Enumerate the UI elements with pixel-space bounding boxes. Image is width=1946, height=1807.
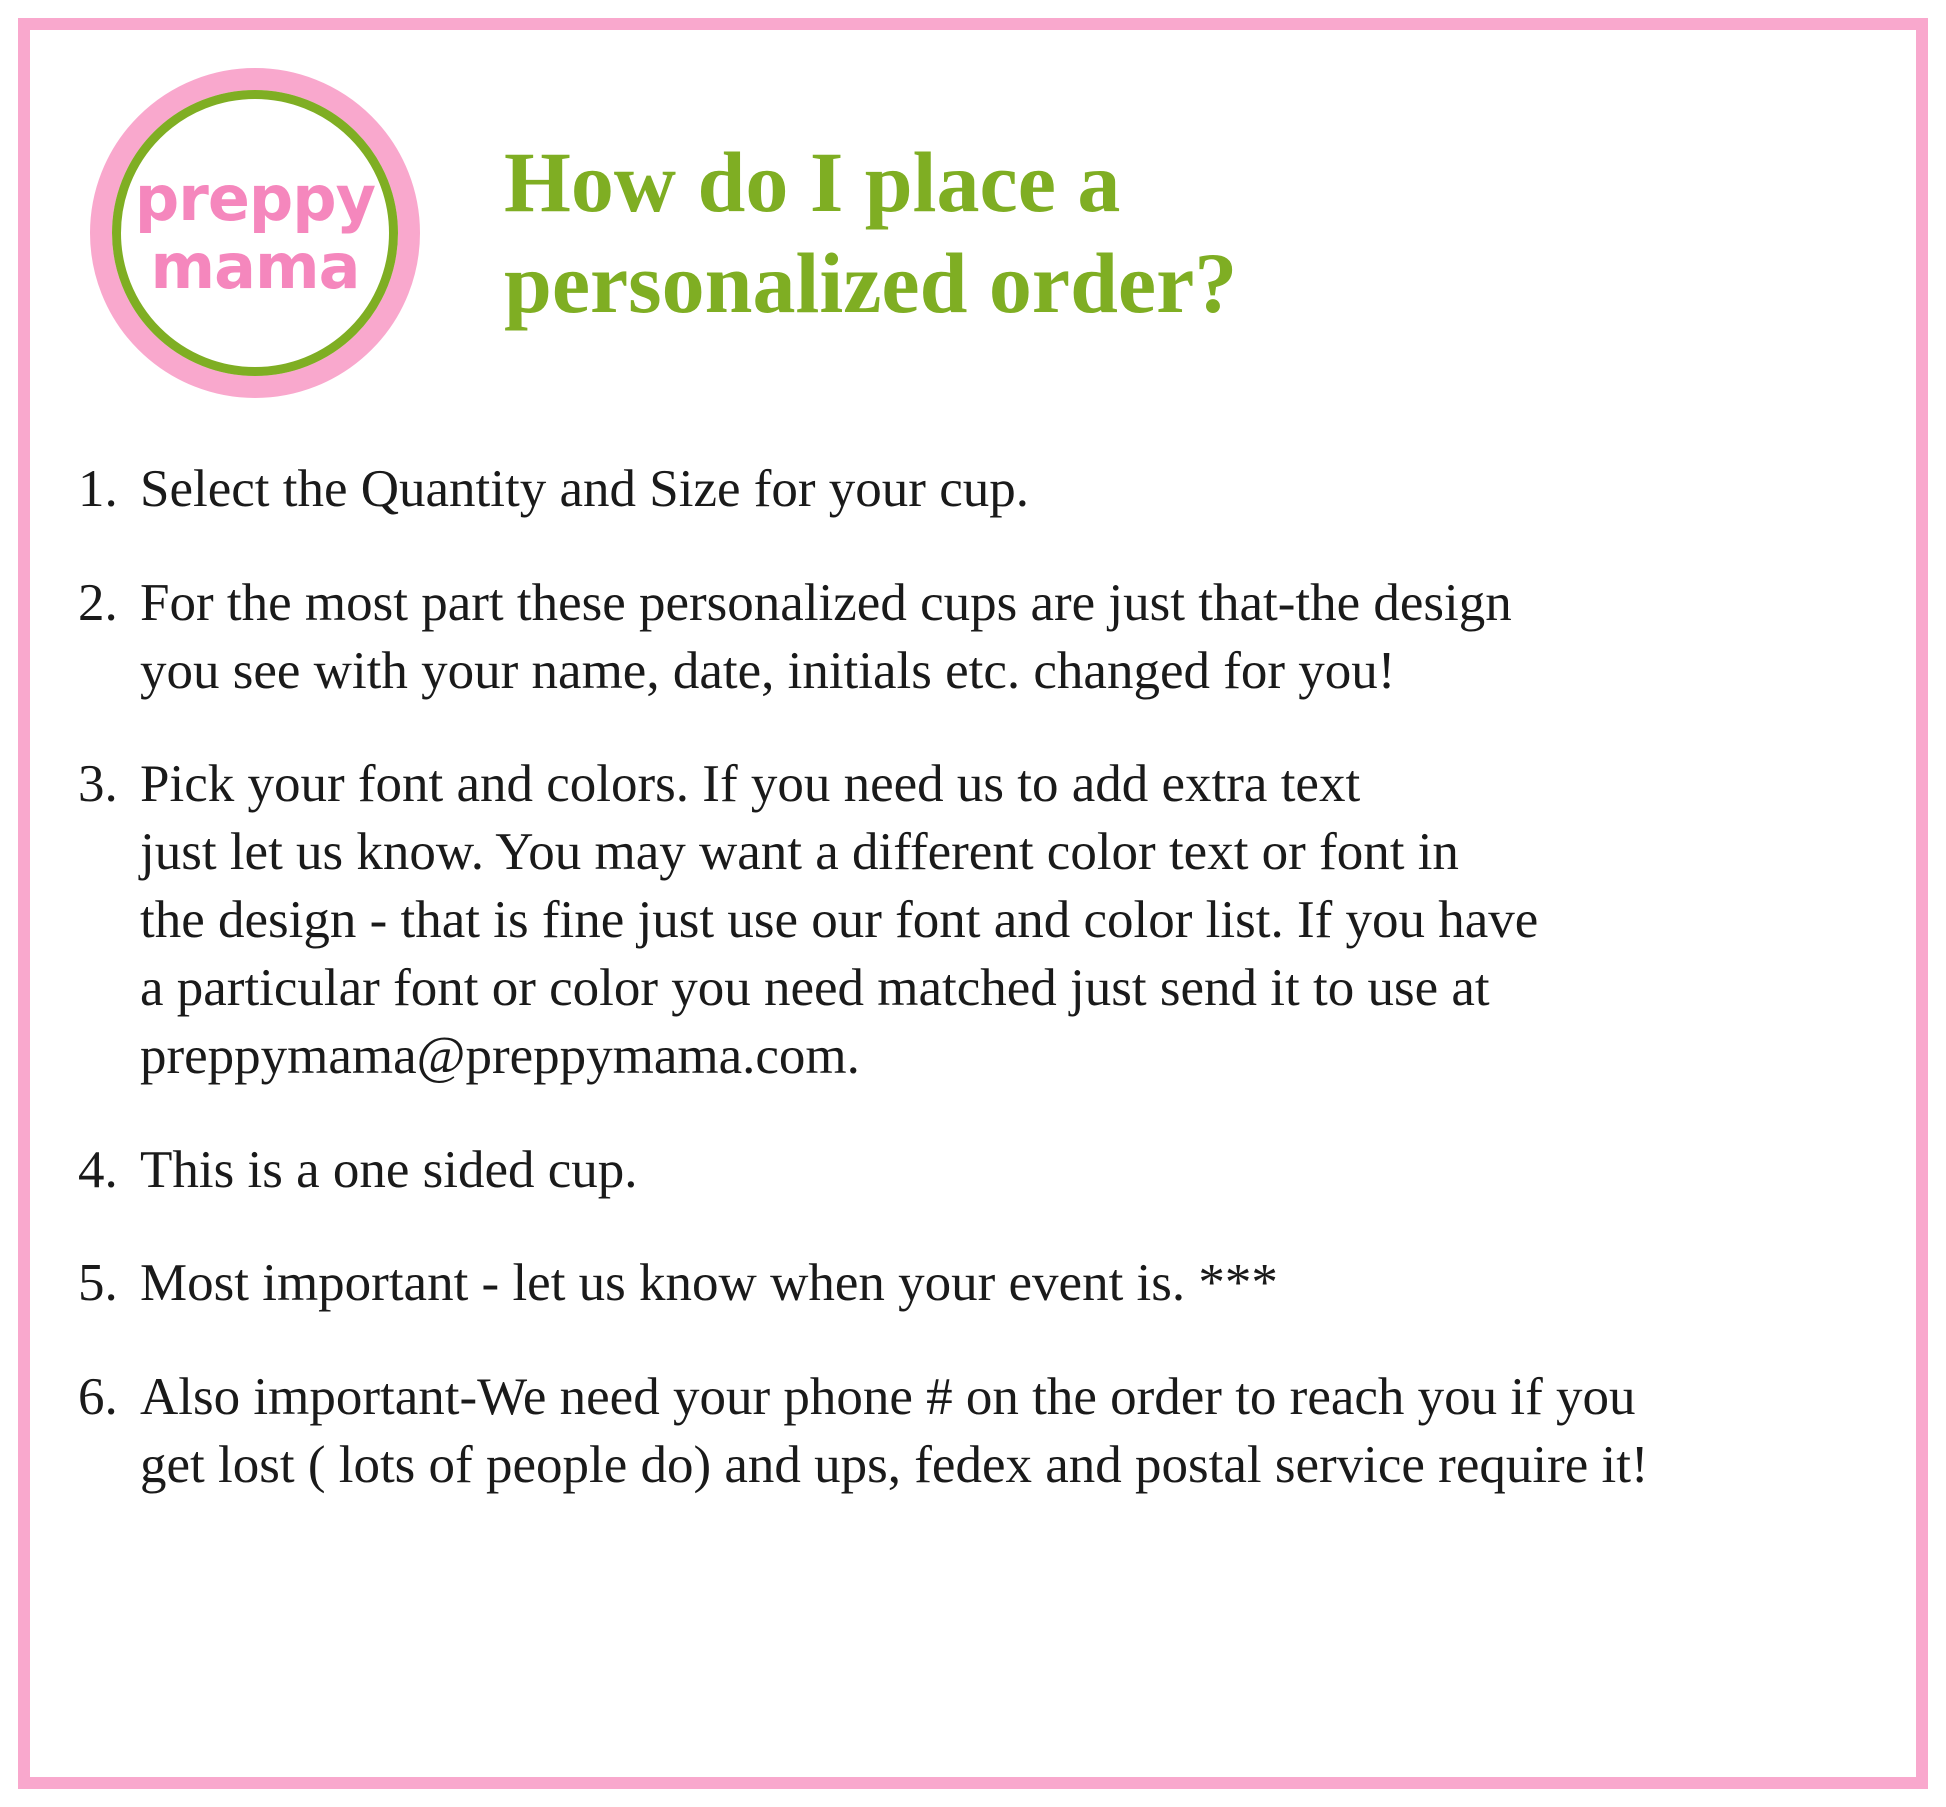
logo-text xyxy=(90,68,420,398)
page-title-line-2: personalized order? xyxy=(504,235,1238,332)
pink-border-frame xyxy=(18,18,1928,1789)
logo-line-mama: mama xyxy=(150,230,360,303)
step-number: 2. xyxy=(78,573,118,632)
step-number: 4. xyxy=(78,1140,118,1199)
list-item xyxy=(78,751,1866,1090)
step-line: just let us know. You may want a different color text or font in xyxy=(140,823,1459,882)
step-line: you see with your name, date, initials etc. changed for you! xyxy=(140,641,1396,700)
step-line: Pick your font and colors. If you need us to add extra text xyxy=(140,755,1361,814)
step-number: 5. xyxy=(78,1254,118,1313)
list-item xyxy=(78,570,1866,706)
step-line: the design - that is fine just use our font and color list. If you have xyxy=(140,891,1539,950)
step-text xyxy=(140,456,1866,524)
step-number: 6. xyxy=(78,1368,118,1427)
list-item xyxy=(78,1137,1866,1205)
step-number: 1. xyxy=(78,460,118,518)
preppy-mama-logo xyxy=(90,68,420,398)
step-text xyxy=(140,1250,1866,1318)
step-text xyxy=(140,751,1866,1090)
step-line: For the most part these personalized cups are just that-the design xyxy=(140,573,1512,632)
logo-line-preppy: preppy xyxy=(134,162,376,235)
page-title xyxy=(504,132,1237,335)
page-title-line-1: How do I place a xyxy=(504,134,1121,230)
step-line: a particular font or color you need matched just send it to use at xyxy=(140,958,1490,1017)
step-line: This is a one sided cup. xyxy=(140,1140,638,1199)
step-line: Select the Quantity and Size for your cup. xyxy=(140,460,1029,518)
step-text xyxy=(140,1137,1866,1205)
step-line-email: preppymama@preppymama.com. xyxy=(140,1026,860,1085)
step-text xyxy=(140,1364,1866,1500)
instruction-list xyxy=(30,456,1916,1500)
step-text xyxy=(140,570,1866,706)
header xyxy=(30,30,1916,398)
list-item xyxy=(78,1250,1866,1318)
step-line: Also important-We need your phone # on the order to reach you if you xyxy=(140,1368,1636,1427)
step-line: Most important - let us know when your event is. *** xyxy=(140,1254,1278,1313)
list-item xyxy=(78,1364,1866,1500)
list-item xyxy=(78,456,1866,524)
step-number: 3. xyxy=(78,755,118,814)
step-line: get lost ( lots of people do) and ups, fedex and postal service require it! xyxy=(140,1436,1649,1495)
